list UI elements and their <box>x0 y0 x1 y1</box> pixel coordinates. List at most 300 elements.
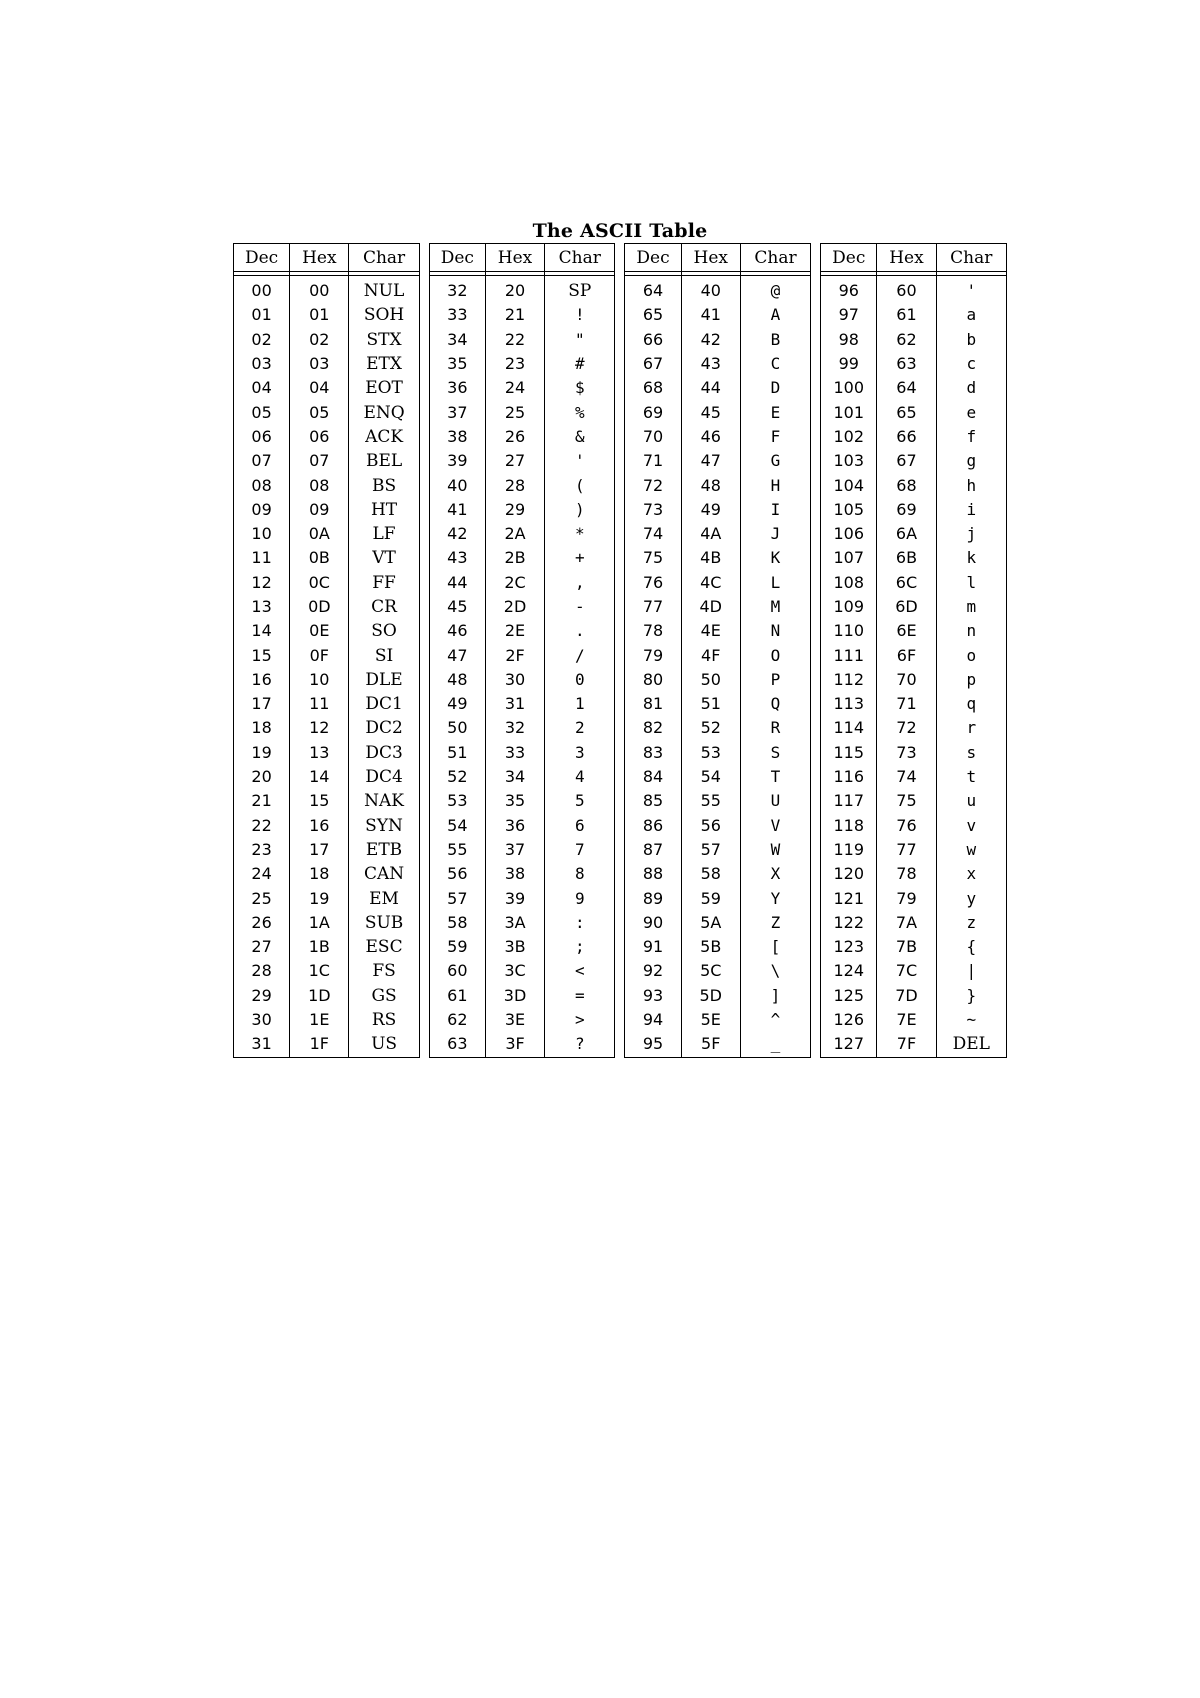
cell-dec: 40 <box>429 473 485 497</box>
cell-char: i <box>936 498 1006 522</box>
group-divider <box>419 352 429 376</box>
cell-char: ~ <box>936 1008 1006 1032</box>
group-divider <box>615 376 625 400</box>
cell-char: _ <box>740 1032 810 1057</box>
cell-char: e <box>936 400 1006 424</box>
cell-dec: 76 <box>625 571 681 595</box>
cell-dec: 39 <box>429 449 485 473</box>
cell-dec: 55 <box>429 838 485 862</box>
cell-dec: 30 <box>234 1008 290 1032</box>
cell-hex: 73 <box>877 741 936 765</box>
table-row <box>234 425 1007 449</box>
cell-char: DEL <box>936 1032 1006 1057</box>
cell-dec: 31 <box>234 1032 290 1057</box>
cell-hex: 27 <box>485 449 544 473</box>
cell-char: SP <box>545 276 615 304</box>
group-divider <box>811 328 821 352</box>
table-row <box>234 862 1007 886</box>
cell-char: / <box>545 643 615 667</box>
cell-char: ENQ <box>349 400 419 424</box>
cell-char: y <box>936 886 1006 910</box>
group-divider <box>811 838 821 862</box>
group-divider <box>615 473 625 497</box>
cell-dec: 62 <box>429 1008 485 1032</box>
cell-dec: 10 <box>234 522 290 546</box>
cell-char: L <box>740 571 810 595</box>
cell-hex: 1C <box>290 959 349 983</box>
cell-dec: 105 <box>821 498 877 522</box>
group-divider <box>419 862 429 886</box>
cell-dec: 95 <box>625 1032 681 1057</box>
cell-dec: 02 <box>234 328 290 352</box>
cell-dec: 44 <box>429 571 485 595</box>
cell-hex: 5E <box>681 1008 740 1032</box>
cell-char: VT <box>349 546 419 570</box>
cell-char: m <box>936 595 1006 619</box>
cell-hex: 68 <box>877 473 936 497</box>
cell-hex: 07 <box>290 449 349 473</box>
cell-dec: 85 <box>625 789 681 813</box>
cell-char: . <box>545 619 615 643</box>
cell-hex: 1A <box>290 911 349 935</box>
cell-dec: 107 <box>821 546 877 570</box>
group-divider <box>811 741 821 765</box>
cell-hex: 09 <box>290 498 349 522</box>
group-divider <box>615 546 625 570</box>
group-divider <box>419 935 429 959</box>
cell-hex: 48 <box>681 473 740 497</box>
cell-char: [ <box>740 935 810 959</box>
cell-dec: 18 <box>234 716 290 740</box>
table-header <box>234 244 1007 276</box>
cell-dec: 28 <box>234 959 290 983</box>
cell-char: f <box>936 425 1006 449</box>
group-divider <box>419 741 429 765</box>
cell-dec: 16 <box>234 668 290 692</box>
cell-char: d <box>936 376 1006 400</box>
cell-dec: 67 <box>625 352 681 376</box>
cell-char: GS <box>349 984 419 1008</box>
group-divider <box>811 400 821 424</box>
cell-char: p <box>936 668 1006 692</box>
cell-dec: 124 <box>821 959 877 983</box>
cell-char: STX <box>349 328 419 352</box>
cell-dec: 108 <box>821 571 877 595</box>
cell-hex: 6C <box>877 571 936 595</box>
cell-char: X <box>740 862 810 886</box>
cell-hex: 64 <box>877 376 936 400</box>
table-row <box>234 668 1007 692</box>
cell-hex: 4B <box>681 546 740 570</box>
group-divider <box>615 643 625 667</box>
cell-dec: 74 <box>625 522 681 546</box>
group-divider <box>811 1008 821 1032</box>
cell-char: LF <box>349 522 419 546</box>
group-divider <box>615 765 625 789</box>
cell-char: EOT <box>349 376 419 400</box>
group-divider <box>419 716 429 740</box>
cell-hex: 24 <box>485 376 544 400</box>
cell-dec: 20 <box>234 765 290 789</box>
table-title: The ASCII Table <box>532 220 708 242</box>
cell-hex: 47 <box>681 449 740 473</box>
group-divider <box>615 1008 625 1032</box>
group-divider <box>811 789 821 813</box>
group-divider <box>811 473 821 497</box>
group-divider <box>811 959 821 983</box>
cell-hex: 7F <box>877 1032 936 1057</box>
cell-char: r <box>936 716 1006 740</box>
header-row <box>234 244 1007 272</box>
cell-char: < <box>545 959 615 983</box>
group-divider <box>419 328 429 352</box>
group-divider <box>615 668 625 692</box>
cell-char: SI <box>349 643 419 667</box>
cell-dec: 49 <box>429 692 485 716</box>
column-header-hex: Hex <box>877 244 936 272</box>
cell-hex: 34 <box>485 765 544 789</box>
cell-hex: 13 <box>290 741 349 765</box>
cell-hex: 23 <box>485 352 544 376</box>
cell-char: BEL <box>349 449 419 473</box>
cell-hex: 4D <box>681 595 740 619</box>
cell-char: * <box>545 522 615 546</box>
cell-hex: 0A <box>290 522 349 546</box>
table-body <box>234 276 1007 1058</box>
cell-char: 9 <box>545 886 615 910</box>
cell-dec: 08 <box>234 473 290 497</box>
cell-dec: 43 <box>429 546 485 570</box>
cell-dec: 122 <box>821 911 877 935</box>
ascii-table <box>233 243 1007 1058</box>
group-divider <box>811 692 821 716</box>
cell-dec: 97 <box>821 303 877 327</box>
cell-dec: 60 <box>429 959 485 983</box>
group-divider <box>811 643 821 667</box>
group-divider <box>811 862 821 886</box>
group-divider <box>615 498 625 522</box>
cell-char: 1 <box>545 692 615 716</box>
cell-char: 3 <box>545 741 615 765</box>
group-divider <box>615 619 625 643</box>
table-row <box>234 473 1007 497</box>
cell-dec: 103 <box>821 449 877 473</box>
cell-hex: 21 <box>485 303 544 327</box>
cell-dec: 84 <box>625 765 681 789</box>
cell-dec: 94 <box>625 1008 681 1032</box>
cell-char: x <box>936 862 1006 886</box>
cell-dec: 32 <box>429 276 485 304</box>
cell-dec: 106 <box>821 522 877 546</box>
cell-char: = <box>545 984 615 1008</box>
cell-hex: 4C <box>681 571 740 595</box>
group-divider <box>419 765 429 789</box>
cell-hex: 29 <box>485 498 544 522</box>
cell-char: a <box>936 303 1006 327</box>
cell-hex: 0C <box>290 571 349 595</box>
cell-hex: 7D <box>877 984 936 1008</box>
table-row <box>234 498 1007 522</box>
cell-hex: 11 <box>290 692 349 716</box>
group-divider <box>811 303 821 327</box>
cell-dec: 46 <box>429 619 485 643</box>
cell-dec: 111 <box>821 643 877 667</box>
cell-hex: 05 <box>290 400 349 424</box>
group-divider <box>419 400 429 424</box>
cell-hex: 7E <box>877 1008 936 1032</box>
column-header-dec: Dec <box>429 244 485 272</box>
cell-dec: 101 <box>821 400 877 424</box>
cell-char: b <box>936 328 1006 352</box>
cell-hex: 78 <box>877 862 936 886</box>
cell-dec: 123 <box>821 935 877 959</box>
cell-hex: 7C <box>877 959 936 983</box>
cell-dec: 112 <box>821 668 877 692</box>
cell-hex: 6F <box>877 643 936 667</box>
cell-hex: 46 <box>681 425 740 449</box>
table-row <box>234 959 1007 983</box>
cell-dec: 83 <box>625 741 681 765</box>
cell-hex: 49 <box>681 498 740 522</box>
cell-dec: 04 <box>234 376 290 400</box>
cell-dec: 90 <box>625 911 681 935</box>
cell-hex: 01 <box>290 303 349 327</box>
cell-char: CAN <box>349 862 419 886</box>
cell-dec: 13 <box>234 595 290 619</box>
cell-char: & <box>545 425 615 449</box>
table-row <box>234 765 1007 789</box>
cell-dec: 82 <box>625 716 681 740</box>
cell-dec: 66 <box>625 328 681 352</box>
table-row <box>234 619 1007 643</box>
cell-char: S <box>740 741 810 765</box>
cell-hex: 1F <box>290 1032 349 1057</box>
group-divider <box>615 911 625 935</box>
cell-hex: 3A <box>485 911 544 935</box>
cell-hex: 35 <box>485 789 544 813</box>
group-divider <box>615 959 625 983</box>
cell-dec: 61 <box>429 984 485 1008</box>
cell-char: NUL <box>349 276 419 304</box>
table-row <box>234 692 1007 716</box>
cell-char: H <box>740 473 810 497</box>
table-row <box>234 1032 1007 1057</box>
cell-dec: 27 <box>234 935 290 959</box>
group-divider <box>419 1032 429 1057</box>
cell-char: ' <box>936 276 1006 304</box>
column-header-hex: Hex <box>485 244 544 272</box>
group-divider <box>811 276 821 304</box>
group-divider <box>811 814 821 838</box>
cell-char: E <box>740 400 810 424</box>
cell-dec: 118 <box>821 814 877 838</box>
cell-dec: 33 <box>429 303 485 327</box>
cell-hex: 5A <box>681 911 740 935</box>
cell-dec: 96 <box>821 276 877 304</box>
cell-hex: 18 <box>290 862 349 886</box>
cell-dec: 29 <box>234 984 290 1008</box>
group-divider <box>615 935 625 959</box>
cell-char: D <box>740 376 810 400</box>
cell-char: SOH <box>349 303 419 327</box>
cell-hex: 74 <box>877 765 936 789</box>
group-divider <box>419 449 429 473</box>
cell-dec: 121 <box>821 886 877 910</box>
cell-dec: 117 <box>821 789 877 813</box>
cell-char: I <box>740 498 810 522</box>
cell-hex: 37 <box>485 838 544 862</box>
cell-hex: 0B <box>290 546 349 570</box>
group-divider <box>615 522 625 546</box>
cell-dec: 34 <box>429 328 485 352</box>
cell-char: FF <box>349 571 419 595</box>
cell-dec: 119 <box>821 838 877 862</box>
cell-dec: 99 <box>821 352 877 376</box>
cell-char: | <box>936 959 1006 983</box>
cell-char: SYN <box>349 814 419 838</box>
cell-char: $ <box>545 376 615 400</box>
cell-hex: 71 <box>877 692 936 716</box>
cell-dec: 11 <box>234 546 290 570</box>
cell-char: C <box>740 352 810 376</box>
cell-hex: 55 <box>681 789 740 813</box>
cell-hex: 12 <box>290 716 349 740</box>
group-divider <box>811 911 821 935</box>
cell-char: SO <box>349 619 419 643</box>
cell-hex: 10 <box>290 668 349 692</box>
group-divider <box>615 1032 625 1057</box>
group-divider <box>419 814 429 838</box>
cell-dec: 59 <box>429 935 485 959</box>
group-divider <box>419 1008 429 1032</box>
group-divider <box>811 425 821 449</box>
cell-hex: 67 <box>877 449 936 473</box>
cell-char: o <box>936 643 1006 667</box>
cell-hex: 41 <box>681 303 740 327</box>
cell-hex: 75 <box>877 789 936 813</box>
cell-dec: 42 <box>429 522 485 546</box>
cell-hex: 57 <box>681 838 740 862</box>
cell-hex: 6A <box>877 522 936 546</box>
group-divider <box>615 425 625 449</box>
group-divider <box>419 959 429 983</box>
cell-dec: 03 <box>234 352 290 376</box>
cell-dec: 58 <box>429 911 485 935</box>
group-divider <box>615 789 625 813</box>
cell-char: z <box>936 911 1006 935</box>
group-divider <box>419 619 429 643</box>
cell-hex: 77 <box>877 838 936 862</box>
cell-hex: 1D <box>290 984 349 1008</box>
cell-char: { <box>936 935 1006 959</box>
cell-hex: 33 <box>485 741 544 765</box>
group-divider <box>615 814 625 838</box>
cell-hex: 52 <box>681 716 740 740</box>
cell-dec: 00 <box>234 276 290 304</box>
group-divider <box>615 595 625 619</box>
cell-char: v <box>936 814 1006 838</box>
group-divider <box>419 692 429 716</box>
cell-dec: 92 <box>625 959 681 983</box>
group-divider <box>615 303 625 327</box>
cell-dec: 26 <box>234 911 290 935</box>
group-divider <box>419 838 429 862</box>
cell-hex: 3F <box>485 1032 544 1057</box>
cell-hex: 3E <box>485 1008 544 1032</box>
cell-char: DC1 <box>349 692 419 716</box>
cell-hex: 1E <box>290 1008 349 1032</box>
group-divider <box>615 352 625 376</box>
cell-dec: 77 <box>625 595 681 619</box>
cell-dec: 78 <box>625 619 681 643</box>
cell-dec: 126 <box>821 1008 877 1032</box>
cell-hex: 43 <box>681 352 740 376</box>
cell-hex: 3B <box>485 935 544 959</box>
cell-dec: 15 <box>234 643 290 667</box>
cell-hex: 17 <box>290 838 349 862</box>
group-divider <box>811 935 821 959</box>
cell-char: # <box>545 352 615 376</box>
cell-dec: 127 <box>821 1032 877 1057</box>
group-divider <box>615 692 625 716</box>
table-row <box>234 886 1007 910</box>
group-divider <box>615 862 625 886</box>
cell-char: 5 <box>545 789 615 813</box>
cell-dec: 114 <box>821 716 877 740</box>
cell-char: US <box>349 1032 419 1057</box>
cell-dec: 41 <box>429 498 485 522</box>
table-row <box>234 741 1007 765</box>
cell-dec: 64 <box>625 276 681 304</box>
cell-char: w <box>936 838 1006 862</box>
cell-hex: 2F <box>485 643 544 667</box>
cell-char: > <box>545 1008 615 1032</box>
cell-hex: 14 <box>290 765 349 789</box>
cell-dec: 14 <box>234 619 290 643</box>
cell-hex: 61 <box>877 303 936 327</box>
cell-dec: 56 <box>429 862 485 886</box>
group-divider <box>811 716 821 740</box>
cell-hex: 3C <box>485 959 544 983</box>
cell-dec: 48 <box>429 668 485 692</box>
group-divider <box>615 886 625 910</box>
cell-char: n <box>936 619 1006 643</box>
cell-hex: 30 <box>485 668 544 692</box>
table-row <box>234 789 1007 813</box>
table-row <box>234 984 1007 1008</box>
cell-hex: 06 <box>290 425 349 449</box>
cell-dec: 37 <box>429 400 485 424</box>
cell-char: EM <box>349 886 419 910</box>
cell-dec: 25 <box>234 886 290 910</box>
group-divider <box>419 376 429 400</box>
cell-hex: 38 <box>485 862 544 886</box>
cell-char: T <box>740 765 810 789</box>
group-divider <box>419 473 429 497</box>
cell-hex: 32 <box>485 716 544 740</box>
cell-dec: 24 <box>234 862 290 886</box>
group-divider <box>811 522 821 546</box>
table-row <box>234 522 1007 546</box>
group-divider <box>811 984 821 1008</box>
cell-dec: 57 <box>429 886 485 910</box>
cell-hex: 03 <box>290 352 349 376</box>
group-divider <box>419 595 429 619</box>
table-row <box>234 571 1007 595</box>
group-divider <box>811 1032 821 1057</box>
cell-dec: 73 <box>625 498 681 522</box>
group-divider <box>419 546 429 570</box>
